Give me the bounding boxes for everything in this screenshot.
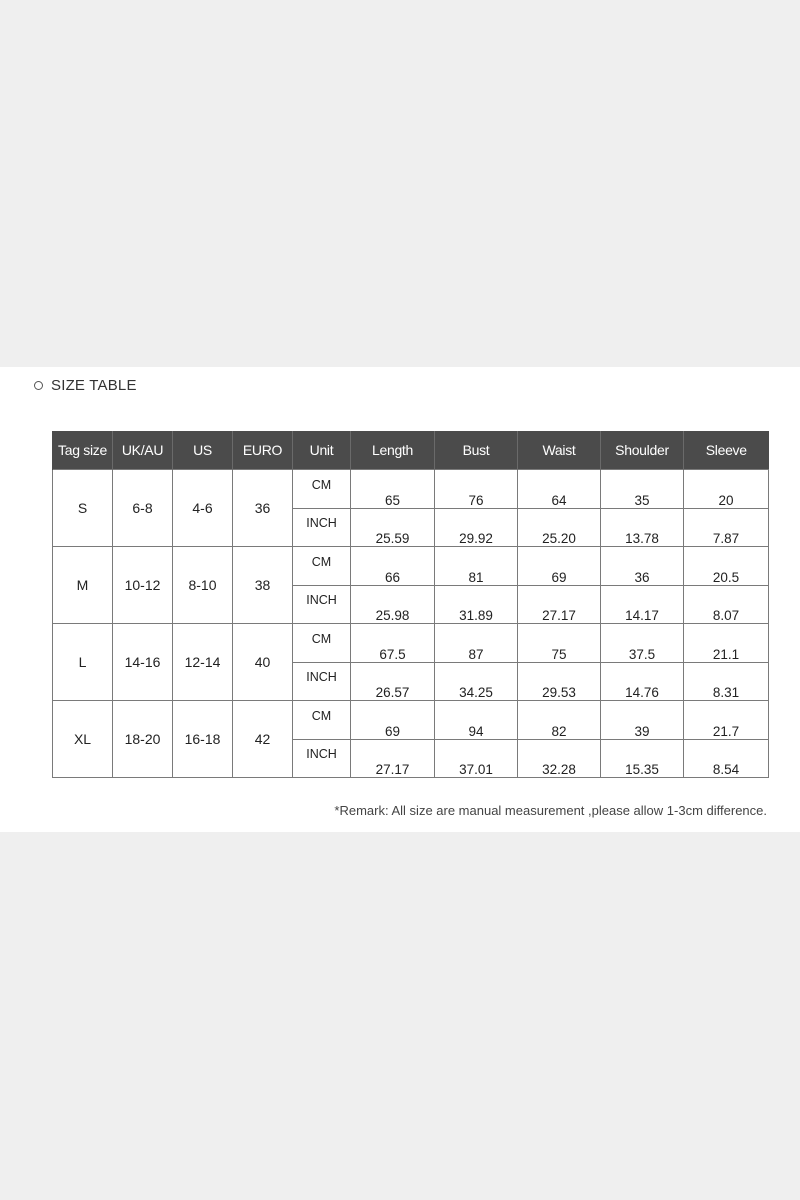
waist-cell: 82 — [518, 701, 601, 740]
shoulder-cell: 39 — [601, 701, 684, 740]
us-cell: 8-10 — [173, 547, 233, 624]
tag-size-cell: M — [53, 547, 113, 624]
table-row — [53, 701, 769, 740]
size-table — [52, 431, 769, 778]
unit-cell: CM — [293, 547, 351, 586]
table-row — [53, 470, 769, 509]
header-unit: Unit — [293, 431, 351, 470]
sleeve-cell: 21.7 — [684, 701, 769, 740]
table-row — [53, 547, 769, 586]
shoulder-cell: 13.78 — [601, 508, 684, 547]
header-us: US — [173, 431, 233, 470]
circle-bullet-icon — [34, 381, 43, 390]
bust-cell: 87 — [435, 624, 518, 663]
waist-cell: 25.20 — [518, 508, 601, 547]
remark-note: *Remark: All size are manual measurement ,please allow 1-3cm difference. — [334, 803, 767, 818]
shoulder-cell: 14.76 — [601, 662, 684, 701]
header-sleeve: Sleeve — [684, 431, 769, 470]
length-cell: 25.98 — [351, 585, 435, 624]
sleeve-cell: 8.07 — [684, 585, 769, 624]
us-cell: 16-18 — [173, 701, 233, 778]
header-row — [53, 431, 769, 470]
unit-cell: INCH — [293, 585, 351, 624]
length-cell: 26.57 — [351, 662, 435, 701]
bust-cell: 94 — [435, 701, 518, 740]
header-bust: Bust — [435, 431, 518, 470]
sleeve-cell: 20.5 — [684, 547, 769, 586]
tag-size-cell: L — [53, 624, 113, 701]
header-waist: Waist — [518, 431, 601, 470]
uk-au-cell: 6-8 — [113, 470, 173, 547]
bust-cell: 81 — [435, 547, 518, 586]
header-length: Length — [351, 431, 435, 470]
bust-cell: 37.01 — [435, 739, 518, 778]
length-cell: 66 — [351, 547, 435, 586]
waist-cell: 64 — [518, 470, 601, 509]
sleeve-cell: 7.87 — [684, 508, 769, 547]
length-cell: 67.5 — [351, 624, 435, 663]
section-heading — [34, 377, 137, 394]
length-cell: 27.17 — [351, 739, 435, 778]
us-cell: 4-6 — [173, 470, 233, 547]
waist-cell: 69 — [518, 547, 601, 586]
heading-text: SIZE TABLE — [51, 377, 137, 394]
bust-cell: 29.92 — [435, 508, 518, 547]
unit-cell: INCH — [293, 662, 351, 701]
header-tag-size: Tag size — [53, 431, 113, 470]
euro-cell: 40 — [233, 624, 293, 701]
waist-cell: 75 — [518, 624, 601, 663]
waist-cell: 29.53 — [518, 662, 601, 701]
tag-size-cell: XL — [53, 701, 113, 778]
waist-cell: 27.17 — [518, 585, 601, 624]
bust-cell: 76 — [435, 470, 518, 509]
unit-cell: CM — [293, 624, 351, 663]
euro-cell: 38 — [233, 547, 293, 624]
unit-cell: INCH — [293, 739, 351, 778]
header-euro: EURO — [233, 431, 293, 470]
unit-cell: CM — [293, 470, 351, 509]
shoulder-cell: 35 — [601, 470, 684, 509]
waist-cell: 32.28 — [518, 739, 601, 778]
tag-size-cell: S — [53, 470, 113, 547]
euro-cell: 42 — [233, 701, 293, 778]
sleeve-cell: 8.54 — [684, 739, 769, 778]
table-row — [53, 624, 769, 663]
length-cell: 25.59 — [351, 508, 435, 547]
shoulder-cell: 37.5 — [601, 624, 684, 663]
length-cell: 65 — [351, 470, 435, 509]
shoulder-cell: 14.17 — [601, 585, 684, 624]
uk-au-cell: 10-12 — [113, 547, 173, 624]
shoulder-cell: 15.35 — [601, 739, 684, 778]
sleeve-cell: 8.31 — [684, 662, 769, 701]
sleeve-cell: 20 — [684, 470, 769, 509]
sleeve-cell: 21.1 — [684, 624, 769, 663]
uk-au-cell: 14-16 — [113, 624, 173, 701]
header-uk-au: UK/AU — [113, 431, 173, 470]
unit-cell: CM — [293, 701, 351, 740]
us-cell: 12-14 — [173, 624, 233, 701]
header-shoulder: Shoulder — [601, 431, 684, 470]
length-cell: 69 — [351, 701, 435, 740]
bust-cell: 34.25 — [435, 662, 518, 701]
shoulder-cell: 36 — [601, 547, 684, 586]
unit-cell: INCH — [293, 508, 351, 547]
bust-cell: 31.89 — [435, 585, 518, 624]
uk-au-cell: 18-20 — [113, 701, 173, 778]
euro-cell: 36 — [233, 470, 293, 547]
